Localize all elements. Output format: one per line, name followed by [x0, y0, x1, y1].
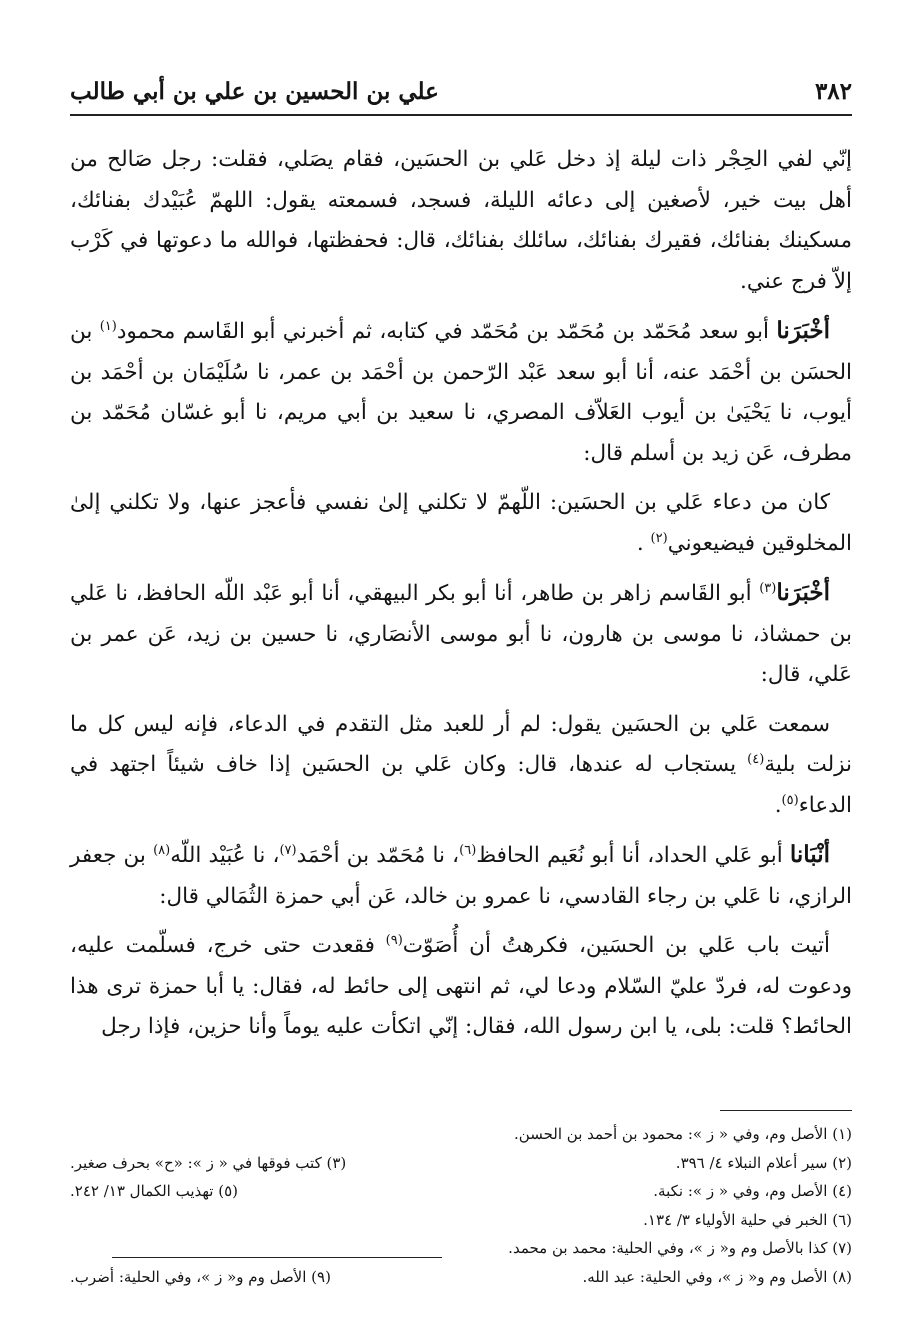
footnote-ref-6: (٦) — [459, 842, 477, 858]
footnote-7: (٧) كذا بالأصل وم و« ز »، وفي الحلية: محمد بن محمد. — [508, 1239, 852, 1257]
running-title: علي بن الحسين بن علي بن أبي طالب — [70, 77, 439, 105]
paragraph-4: أخْبَرَنا$^{(٣)}$ أبو القَاسم زاهر بن طاهر، أنا أبو بكر البيهقي، أنا أبو عَبْد اللّه الحافظ، نا عَلي بن حمشاذ، نا موسى بن هارون، نا أبو موسى الأنصَاري، نا حسين بن زيد، عَن عمر بن عَلي، قال: — [70, 579, 852, 687]
footnote-row — [70, 1177, 852, 1206]
footnote-inner-divider — [112, 1257, 442, 1258]
footnote-9: (٩) الأصل وم و« ز »، وفي الحلية: أضرب. — [70, 1267, 331, 1286]
footnote-3: (٣) كتب فوقها في « ز »: «ح» بحرف صغير. — [70, 1153, 347, 1172]
footnote-row — [70, 1149, 852, 1178]
footnote-4: (٤) الأصل وم، وفي « ز »: نكبة. — [653, 1182, 852, 1200]
paragraph-2: أخْبَرَنا أبو سعد مُحَمّد بن مُحَمّد بن مُحَمّد في كتابه، ثم أخبرني أبو القَاسم محمود$^{(١)}$ بن الحسَن بن أحْمَد عنه، أنا أبو سعد عَبْد الرّحمن بن أحْمَد بن عمر، نا سُلَيْمَان بن أحْمَد بن أيوب، نا يَحْيَىٰ بن أيوب العَلاّف المصري، نا سعيد بن أبي مريم، نا أبو غسّان مُحَمّد بن مطرف، عَن زيد بن أسلم قال: — [70, 317, 852, 466]
paragraph-3: كان من دعاء عَلي بن الحسَين: اللّهمّ لا تكلني إلىٰ نفسي فأعجز عنها، ولا تكلني إلىٰ المخلوقين فيضيعوني$^{(٢)}$ . — [70, 490, 852, 556]
footnote-ref-9: (٩) — [385, 932, 403, 948]
paragraph-7: أتيت باب عَلي بن الحسَين، فكرهتُ أن أُصَوّت$^{(٩)}$ فقعدت حتى خرج، فسلّمت عليه، ودعوت له، فردّ عليّ السّلام ودعا لي، ثم انتهى إلى حائط له، فقال: يا أبا حمزة ترى هذا الحائط؟ قلت: بلى، يا ابن رسول الله، فقال: إنّي اتكأت عليه يوماً وأنا حزين، فإذا رجل — [70, 932, 852, 1039]
isnad-lead-word: أخْبَرَنا — [776, 317, 830, 344]
paragraph-6: أنْبَانا أبو عَلي الحداد، أنا أبو نُعَيم الحافظ$^{(٦)}$، نا مُحَمّد بن أحْمَد$^{(٧)}$، نا عُبَيْد اللّه$^{(٨)}$ بن جعفر الرازي، نا عَلي بن رجاء القادسي، نا عمرو بن خالد، عَن أبي حمزة الثُمَالي قال: — [70, 841, 852, 909]
footnote-ref-3: (٣) — [759, 580, 777, 596]
page-header — [70, 74, 852, 108]
paragraph-5: سمعت عَلي بن الحسَين يقول: لم أر للعبد مثل التقدم في الدعاء، فإنه ليس كل ما نزلت بلية$^{(٤)}$ يستجاب له عندها، قال: وكان عَلي بن الحسَين إذا خاف شيئاً اجتهد في الدعاء$^{(٥)}$. — [70, 711, 852, 818]
footnote-ref-1: (١) — [99, 318, 117, 334]
footnote-6: (٦) الخبر في حلية الأولياء ٣/ ١٣٤. — [643, 1210, 852, 1229]
footnote-5: (٥) تهذيب الكمال ١٣/ ٢٤٢. — [70, 1182, 239, 1200]
header-divider — [70, 114, 852, 116]
footnote-ref-2: (٢) — [650, 530, 668, 546]
footnote-divider — [720, 1110, 852, 1111]
isnad-lead-word: أنْبَانا — [789, 841, 831, 868]
footnote-row — [70, 1263, 852, 1292]
main-text — [70, 140, 852, 1057]
footnote-ref-7: (٧) — [279, 842, 297, 858]
footnotes — [70, 1120, 852, 1291]
footnote-ref-5: (٥) — [781, 792, 799, 808]
footnote-2: (٢) سير أعلام النبلاء ٤/ ٣٩٦. — [675, 1153, 852, 1172]
footnote-ref-4: (٤) — [747, 751, 765, 767]
footnote-1: (١) الأصل وم، وفي « ز »: محمود بن أحمد بن الحسن. — [514, 1125, 852, 1143]
page-number: ٣٨٢ — [814, 77, 852, 105]
footnote-8: (٨) الأصل وم و« ز »، وفي الحلية: عبد الله. — [582, 1267, 852, 1286]
paragraph-1: إنّي لفي الحِجْر ذات ليلة إذ دخل عَلي بن الحسَين، فقام يصَلي، فقلت: رجل صَالح من أهل بيت خير، لأصغين إلى دعائه الليلة، فسجد، فسمعته يقول: اللهمّ عُبَيْدك بفنائك، مسكينك بفنائك، فقيرك بفنائك، سائلك بفنائك، قال: فحفظتها، فوالله ما دعوتها في كَرْب إلاّ فرج عني. — [70, 147, 852, 294]
isnad-lead-word: أخْبَرَنا — [776, 579, 830, 606]
footnote-ref-8: (٨) — [153, 842, 171, 858]
